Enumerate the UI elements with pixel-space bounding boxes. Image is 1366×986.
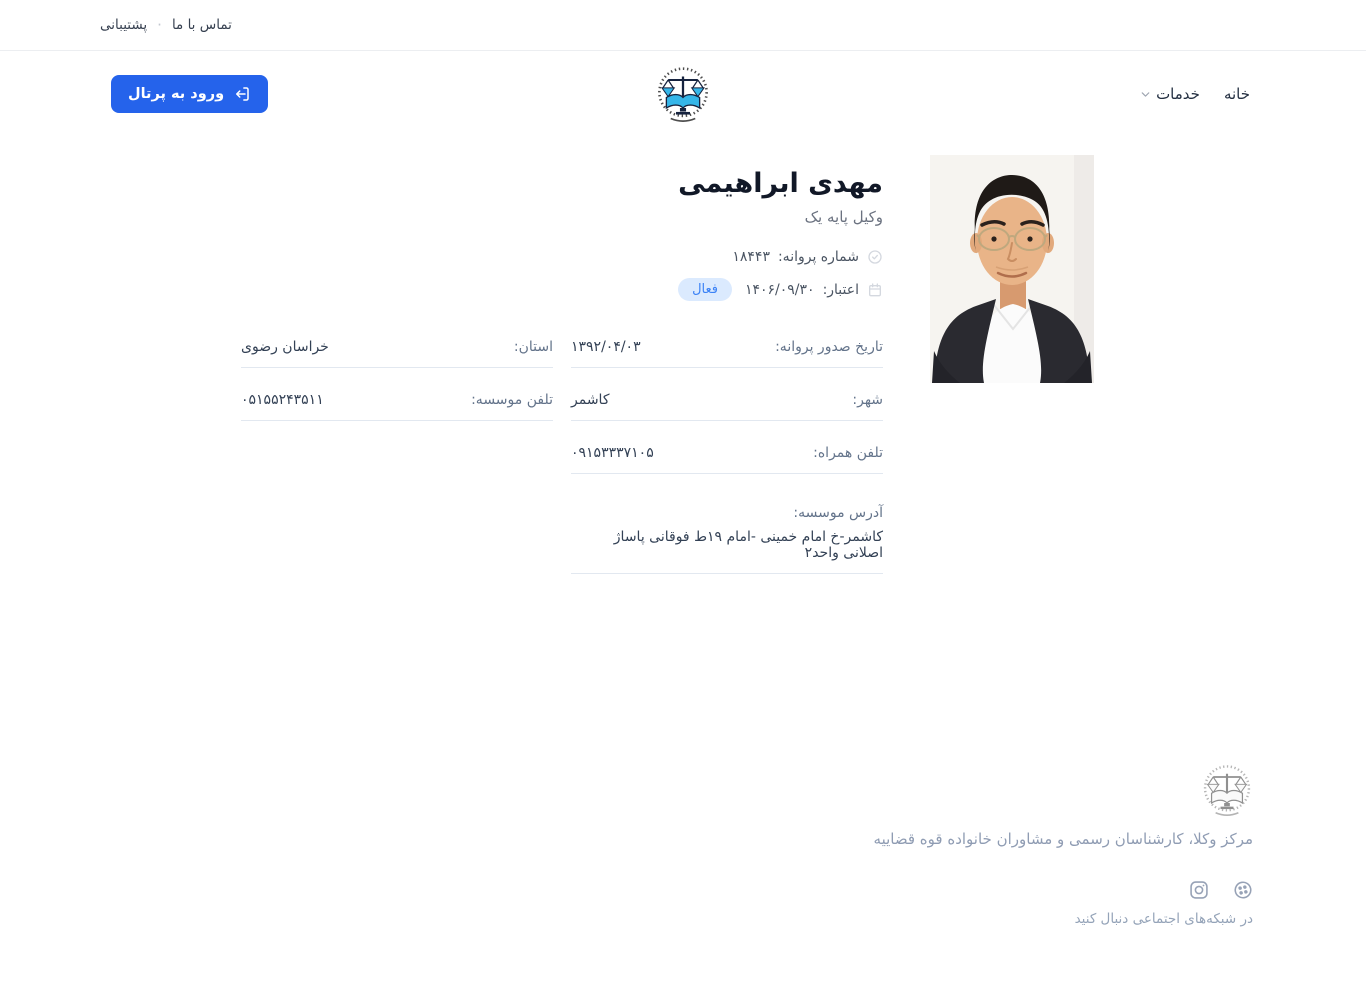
lawyer-title: وکیل پایه یک	[804, 208, 883, 226]
field-label: تلفن همراه:	[813, 445, 883, 461]
validity-date: ۱۴۰۶/۰۹/۳۰	[744, 281, 815, 298]
validity-label: اعتبار:	[822, 281, 859, 298]
field-province	[241, 339, 553, 368]
field-value: خراسان رضوی	[241, 339, 329, 355]
header	[0, 51, 1366, 137]
footer-org-name: مرکز وکلا، کارشناسان رسمی و مشاوران خانواده قوه قضاییه	[873, 830, 1253, 848]
nav-services-label: خدمات	[1156, 85, 1200, 103]
social-links	[1189, 880, 1253, 900]
site-logo[interactable]	[655, 65, 711, 123]
main-nav	[1139, 85, 1250, 103]
field-value: کاشمر	[571, 392, 610, 408]
validity-row	[241, 278, 883, 301]
field-city	[571, 392, 883, 421]
lawyer-info	[241, 155, 883, 598]
topbar	[0, 0, 1366, 51]
license-block	[241, 249, 883, 301]
license-number-value: ۱۸۴۴۳	[732, 249, 770, 265]
social-caption: در شبکه‌های اجتماعی دنبال کنید	[1074, 911, 1253, 927]
bale-icon[interactable]	[1233, 880, 1253, 900]
field-office-address	[571, 505, 883, 574]
field-mobile-phone	[571, 445, 883, 474]
license-number-label: شماره پروانه:	[777, 249, 859, 265]
field-value: ۰۵۱۵۵۲۴۳۵۱۱	[241, 392, 324, 408]
field-office-phone	[241, 392, 553, 421]
nav-item-home[interactable]	[1224, 85, 1250, 103]
field-label: آدرس موسسه:	[793, 505, 883, 521]
footer-logo	[1201, 763, 1253, 817]
status-badge: فعال	[678, 278, 732, 301]
calendar-icon	[867, 282, 883, 298]
topbar-link-support[interactable]: پشتیبانی	[100, 17, 148, 33]
login-portal-button[interactable]	[111, 75, 268, 113]
field-label: تلفن موسسه:	[471, 392, 553, 408]
instagram-icon[interactable]	[1189, 880, 1209, 900]
footer	[0, 763, 1366, 927]
field-value: کاشمر-خ امام خمینی -امام ۱۹ط فوقانی پاساژ اصلانی واحد۲	[613, 529, 883, 561]
field-value: ۱۳۹۲/۰۴/۰۳	[571, 339, 641, 355]
topbar-link-contact[interactable]: تماس با ما	[171, 17, 232, 33]
login-icon	[233, 85, 251, 103]
nav-home-label: خانه	[1223, 85, 1250, 103]
details-grid	[241, 339, 883, 598]
license-number-row	[241, 249, 883, 265]
check-circle-icon	[867, 249, 883, 265]
nav-item-services[interactable]	[1139, 85, 1200, 103]
field-label: شهر:	[852, 392, 883, 408]
chevron-down-icon	[1139, 88, 1152, 101]
topbar-separator-dot: ·	[157, 16, 162, 34]
lawyer-name: مهدی ابراهیمی	[678, 168, 883, 199]
lawyer-profile-section	[241, 155, 1094, 598]
field-value: ۰۹۱۵۳۳۳۷۱۰۵	[571, 445, 654, 461]
field-issue-date	[571, 339, 883, 368]
lawyer-photo	[930, 155, 1094, 383]
field-label: استان:	[513, 339, 553, 355]
field-label: تاریخ صدور پروانه:	[775, 339, 883, 355]
login-button-label: ورود به پرتال	[128, 86, 225, 102]
